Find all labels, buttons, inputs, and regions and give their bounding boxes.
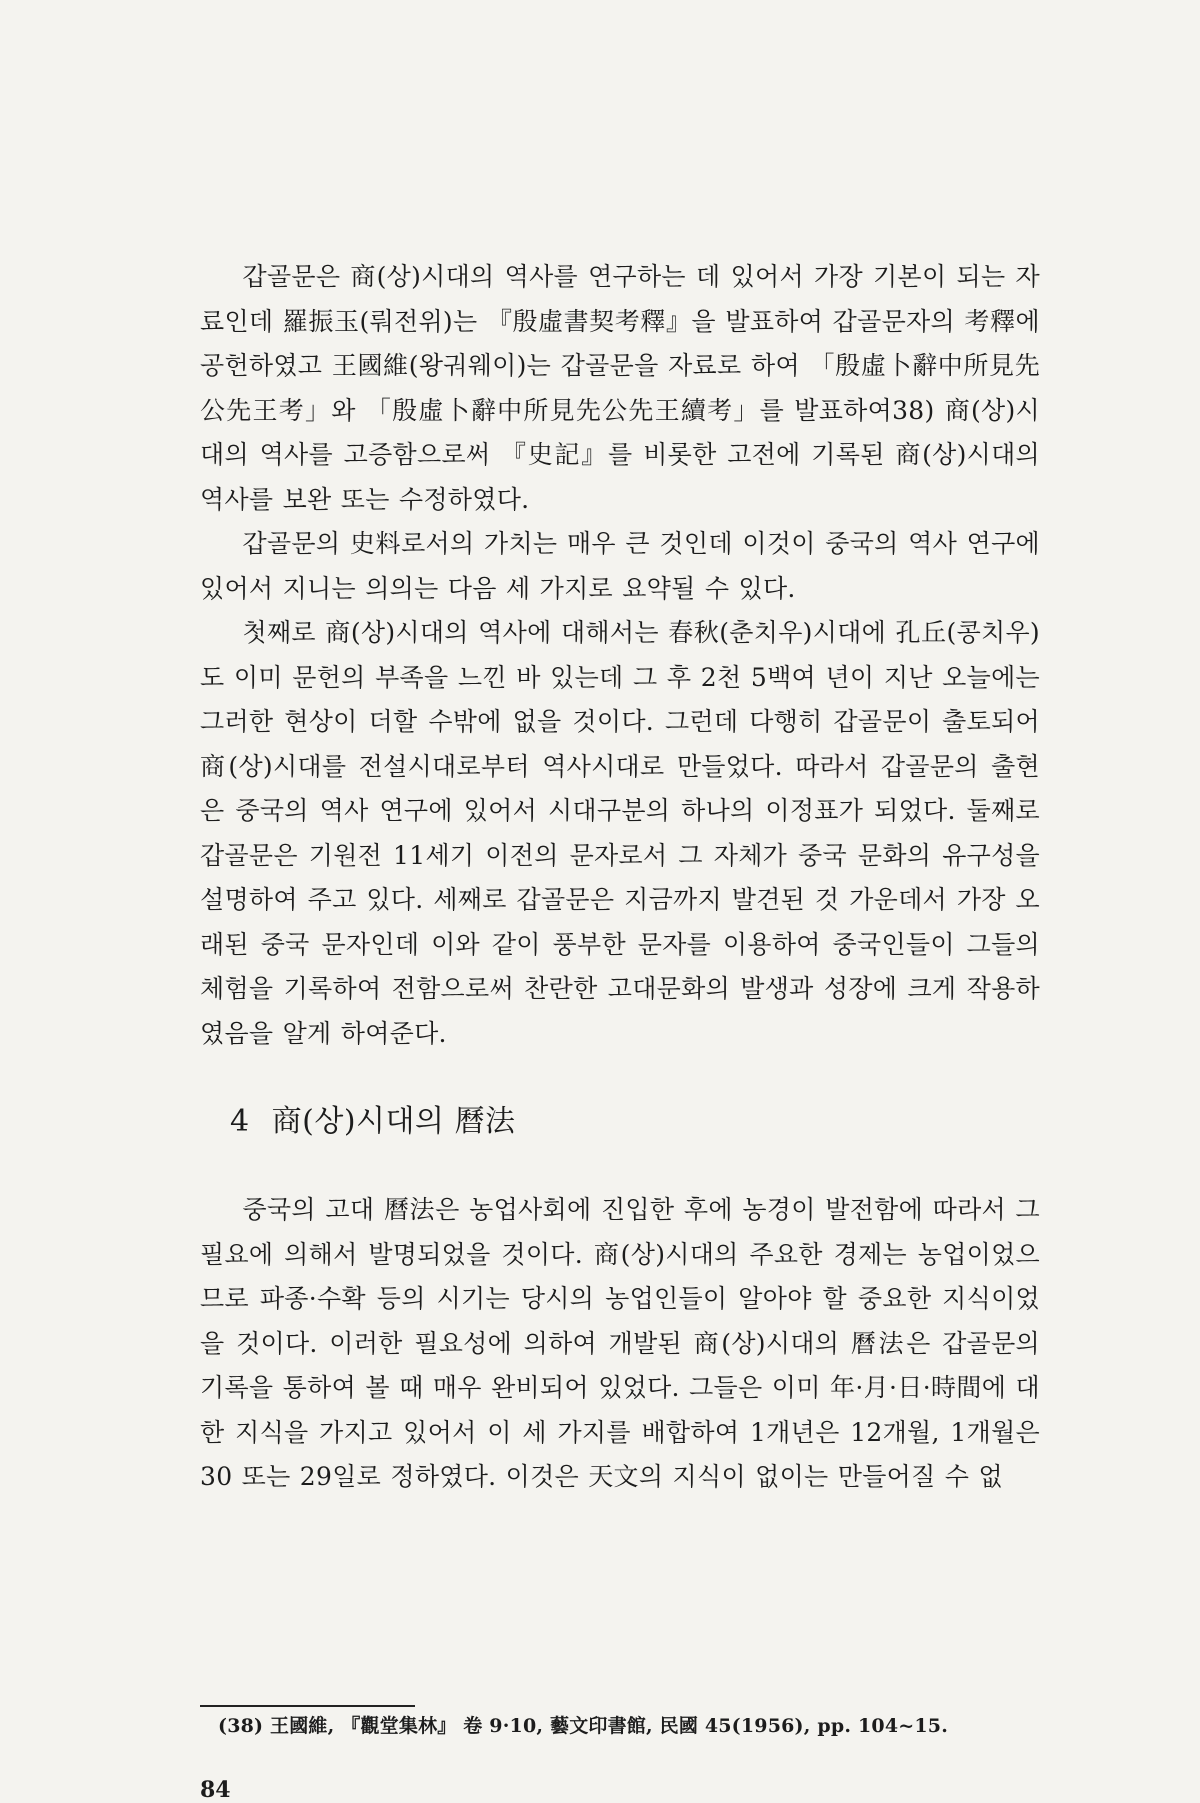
paragraph-4: 중국의 고대 曆法은 농업사회에 진입한 후에 농경이 발전함에 따라서 그 필요에 의해서 발명되었을 것이다. 商(상)시대의 주요한 경제는 농업이었으므로 파종·수확 등의 시기는 당시의 농업인들이 알아야 할 중요한 지식이었을 것이다. 이러한 필요성에 의하여 개발된 商(상)시대의 曆法은 갑골문의 기록을 통하여 볼 때 매우 완비되어 있었다. 그들은 이미 年·月·日·時間에 대한 지식을 가지고 있어서 이 세 가지를 배합하여 1개년은 12개월, 1개월은 30 또는 29일로 정하였다. 이것은 天文의 지식이 없이는 만들어질 수 없 [200,1195,1040,1491]
page-number: 84 [200,1777,231,1803]
paragraph-2: 갑골문의 史料로서의 가치는 매우 큰 것인데 이것이 중국의 역사 연구에 있어서 지니는 의의는 다음 세 가지로 요약될 수 있다. [200,529,1040,603]
page-body [200,255,1040,1500]
section-title: 商(상)시대의 曆法 [271,1104,516,1139]
section-number: 4 [230,1104,250,1139]
section-heading [230,1102,1040,1142]
footnote-divider [200,1705,415,1707]
paragraph-1: 갑골문은 商(상)시대의 역사를 연구하는 데 있어서 가장 기본이 되는 자료인데 羅振玉(뤄전위)는 『殷虛書契考釋』을 발표하여 갑골문자의 考釋에 공헌하였고 王國維(왕궈웨이)는 갑골문을 자료로 하여 「殷虛卜辭中所見先公先王考」와 「殷虛卜辭中所見先公先王續考」를 발표하여38) 商(상)시대의 역사를 고증함으로써 『史記』를 비롯한 고전에 기록된 商(상)시대의 역사를 보완 또는 수정하였다. [200,262,1040,514]
paragraph-3: 첫째로 商(상)시대의 역사에 대해서는 春秋(춘치우)시대에 孔丘(콩치우)도 이미 문헌의 부족을 느낀 바 있는데 그 후 2천 5백여 년이 지난 오늘에는 그러한 현상이 더할 수밖에 없을 것이다. 그런데 다행히 갑골문이 출토되어 商(상)시대를 전설시대로부터 역사시대로 만들었다. 따라서 갑골문의 출현은 중국의 역사 연구에 있어서 시대구분의 하나의 이정표가 되었다. 둘째로 갑골문은 기원전 11세기 이전의 문자로서 그 자체가 중국 문화의 유구성을 설명하여 주고 있다. 세째로 갑골문은 지금까지 발견된 것 가운데서 가장 오래된 중국 문자인데 이와 같이 풍부한 문자를 이용하여 중국인들이 그들의 체험을 기록하여 전함으로써 찬란한 고대문화의 발생과 성장에 크게 작용하였음을 알게 하여준다. [200,618,1040,1048]
footnote: (38) 王國維, 『觀堂集林』 卷 9·10, 藝文印書館, 民國 45(1956), pp. 104~15. [218,1715,949,1737]
